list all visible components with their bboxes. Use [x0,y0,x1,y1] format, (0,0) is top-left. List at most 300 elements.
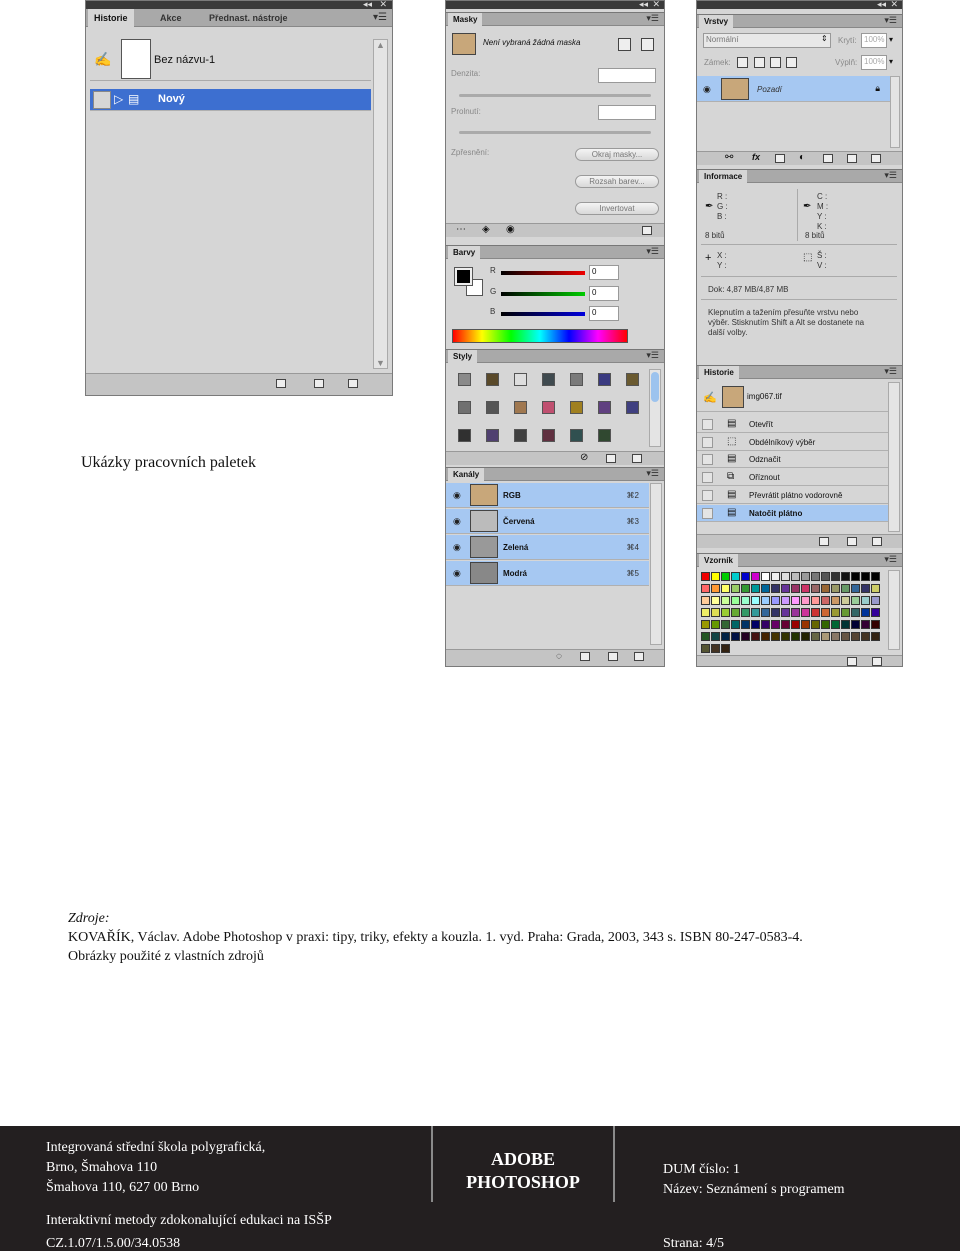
style-swatch[interactable] [542,429,555,442]
color-swatch[interactable] [791,632,800,641]
right-panel-column [696,0,903,667]
adjustment-layer-icon[interactable]: ◐ [799,152,806,163]
color-swatch[interactable] [701,620,710,629]
color-swatch[interactable] [841,584,850,593]
close-icon[interactable]: ✕ [652,0,660,9]
color-swatch[interactable] [721,608,730,617]
link-icon[interactable]: ⚯ [725,152,734,163]
tab-masks[interactable]: Masky [448,13,482,26]
color-swatch[interactable] [751,572,760,581]
apply-mask-icon[interactable]: ◈ [482,224,490,235]
color-swatch[interactable] [871,620,880,629]
style-swatch[interactable] [514,373,527,386]
state-checkbox[interactable] [93,91,111,109]
color-swatch[interactable] [791,620,800,629]
feather-label: Prolnutí: [451,107,481,116]
history-state-row[interactable] [90,89,371,111]
color-swatch[interactable] [851,608,860,617]
color-swatch[interactable] [741,572,750,581]
scroll-thumb[interactable] [651,372,659,402]
color-swatch[interactable] [851,596,860,605]
color-swatch[interactable] [701,608,710,617]
color-swatch[interactable] [841,596,850,605]
history-step-row[interactable] [697,469,888,486]
color-swatch[interactable] [871,632,880,641]
history-step-icon: ⬚ [727,435,737,447]
color-swatch[interactable] [841,608,850,617]
style-swatch[interactable] [458,401,471,414]
disable-mask-icon[interactable]: ◉ [506,224,515,235]
density-slider[interactable] [459,94,651,97]
color-swatch[interactable] [791,596,800,605]
color-swatch[interactable] [721,644,730,653]
panel-menu-icon[interactable]: ▾☰ [884,170,897,180]
lock-position-icon[interactable] [770,57,781,68]
color-swatch[interactable] [831,596,840,605]
history-step-row[interactable] [697,434,888,451]
trash-icon[interactable] [872,657,882,666]
new-group-icon[interactable] [823,154,833,163]
red-slider[interactable] [501,271,585,275]
styles-grid [450,365,646,451]
collapse-icon[interactable]: ◂◂ [876,0,886,9]
color-swatch[interactable] [811,584,820,593]
color-swatch[interactable] [761,632,770,641]
history-step-row[interactable] [697,505,888,522]
history-tabs [86,9,392,27]
color-swatch[interactable] [701,644,710,653]
trash-icon[interactable] [871,154,881,163]
color-swatch[interactable] [721,632,730,641]
info-y-coord: Y : [717,261,727,270]
style-swatch[interactable] [514,401,527,414]
color-swatch[interactable] [711,572,720,581]
mask-edge-button[interactable]: Okraj masky... [575,148,659,161]
color-range-button[interactable]: Rozsah barev... [575,175,659,188]
color-swatch[interactable] [791,608,800,617]
history-step-checkbox[interactable] [702,508,713,519]
history-snapshot-row[interactable] [90,31,371,81]
color-swatch[interactable] [771,608,780,617]
refine-label: Zpřesnění: [451,148,490,157]
color-swatch[interactable] [861,620,870,629]
close-icon[interactable]: ✕ [890,0,898,9]
lock-label: Zámek: [704,58,731,67]
tab-channels[interactable]: Kanály [448,468,484,481]
dum-number: DUM číslo: 1 [663,1162,740,1177]
color-swatch[interactable] [801,620,810,629]
color-swatch[interactable] [731,572,740,581]
color-swatch[interactable] [701,572,710,581]
blue-slider[interactable] [501,312,585,316]
school-address: Šmahova 110, 627 00 Brno [46,1180,200,1195]
color-swatch[interactable] [711,620,720,629]
color-swatch[interactable] [831,632,840,641]
channels-footer [446,649,664,667]
color-swatch[interactable] [851,572,860,581]
color-swatch[interactable] [811,608,820,617]
info-h: V : [817,261,827,270]
color-swatch[interactable] [831,608,840,617]
color-swatch[interactable] [781,620,790,629]
color-swatch[interactable] [721,584,730,593]
color-swatch[interactable] [821,584,830,593]
color-swatch[interactable] [821,608,830,617]
color-swatch[interactable] [771,596,780,605]
color-swatch[interactable] [871,608,880,617]
color-swatch[interactable] [831,572,840,581]
color-swatch[interactable] [751,584,760,593]
channel-name: Zelená [503,543,529,552]
eye-icon[interactable]: ◉ [453,542,461,552]
color-swatch[interactable] [751,620,760,629]
swatches-footer [697,655,902,667]
tab-tool-presets[interactable]: Přednast. nástroje [209,13,288,23]
color-swatch[interactable] [711,644,720,653]
new-channel-icon[interactable] [608,652,618,661]
color-swatch[interactable] [841,620,850,629]
brush-icon: ✍ [94,51,112,67]
color-swatch[interactable] [781,584,790,593]
scroll-up-icon[interactable]: ▲ [376,40,385,50]
channel-thumbnail [470,484,498,506]
color-swatch[interactable] [811,572,820,581]
color-swatch[interactable] [751,608,760,617]
eye-icon[interactable]: ◉ [453,490,461,500]
opacity-field[interactable]: 100% [861,33,887,48]
swatches-scrollbar[interactable] [888,570,900,650]
color-swatch[interactable] [741,632,750,641]
panel-menu-icon[interactable]: ▾☰ [646,350,659,360]
close-icon[interactable]: ✕ [379,0,387,9]
color-swatch[interactable] [771,572,780,581]
style-swatch[interactable] [570,401,583,414]
channel-row[interactable] [446,561,649,586]
panel-menu-icon[interactable]: ▾☰ [884,15,897,25]
color-swatch[interactable] [701,632,710,641]
crosshair-icon: + [705,252,712,264]
history2-scrollbar[interactable] [888,382,900,532]
color-swatch[interactable] [851,620,860,629]
fx-icon[interactable]: fx [752,152,761,162]
color-swatch[interactable] [761,608,770,617]
color-swatch[interactable] [731,620,740,629]
tab-colors[interactable]: Barvy [448,246,480,259]
style-swatch[interactable] [542,401,555,414]
invert-button[interactable]: Invertovat [575,202,659,215]
new-snapshot-icon[interactable] [847,537,857,546]
layer-thumbnail [721,78,749,100]
save-selection-icon[interactable] [580,652,590,661]
color-swatch[interactable] [821,572,830,581]
color-swatch[interactable] [871,584,880,593]
fill-label: Výplň: [835,58,858,67]
color-swatch[interactable] [771,620,780,629]
panel-topbar [86,1,392,9]
sources-title: Zdroje: [68,911,110,926]
color-swatch[interactable] [801,608,810,617]
style-swatch[interactable] [458,373,471,386]
panel-menu-icon[interactable]: ▾☰ [373,12,387,23]
channel-row[interactable] [446,483,649,508]
feather-slider[interactable] [459,131,651,134]
figure-caption: Ukázky pracovních paletek [81,454,257,471]
channel-shortcut: ⌘4 [626,543,639,552]
color-swatch[interactable] [781,632,790,641]
mask-thumbnail [452,33,476,55]
style-swatch[interactable] [626,373,639,386]
history-step-row[interactable] [697,451,888,468]
color-swatch[interactable] [861,632,870,641]
tab-layers[interactable]: Vrstvy [699,15,733,28]
color-swatch[interactable] [821,620,830,629]
styles-scrollbar[interactable] [649,369,661,447]
color-swatch[interactable] [811,596,820,605]
channel-thumbnail [470,536,498,558]
layers-scrollbar[interactable] [890,76,900,148]
chevron-down-icon[interactable]: ▾ [889,35,894,44]
info-r: R : [717,192,728,201]
history-step-icon: ▤ [727,488,737,500]
new-document-from-state-icon[interactable] [819,537,829,546]
footer-divider [613,1126,615,1202]
history-step-checkbox[interactable] [702,472,713,483]
eye-icon[interactable]: ◉ [453,568,461,578]
school-name: Integrovaná střední škola polygrafická, [46,1140,266,1155]
color-swatch[interactable] [861,608,870,617]
load-channel-icon[interactable]: ◌ [556,651,562,662]
history-panel [85,0,393,396]
info-hint-line: další volby. [708,328,748,337]
chevron-down-icon[interactable]: ▾ [889,57,894,66]
color-swatch[interactable] [761,572,770,581]
info-x: X : [717,251,727,260]
blend-mode-select[interactable]: Normální [703,33,831,48]
color-swatch[interactable] [731,596,740,605]
panel-menu-icon[interactable]: ▾☰ [646,468,659,478]
channel-shortcut: ⌘3 [626,517,639,526]
layer-name: Pozadí [757,85,782,94]
new-swatch-icon[interactable] [847,657,857,666]
clear-style-icon[interactable]: ⊘ [580,452,589,463]
collapse-icon[interactable]: ◂◂ [638,0,648,9]
trash-icon[interactable] [632,454,642,463]
color-swatch[interactable] [741,584,750,593]
panel-menu-icon[interactable]: ▾☰ [884,366,897,376]
color-swatch[interactable] [741,608,750,617]
eyedropper-icon: ✒ [803,201,812,212]
style-swatch[interactable] [626,401,639,414]
color-swatch[interactable] [861,584,870,593]
color-swatch[interactable] [761,620,770,629]
history-scrollbar[interactable] [373,39,388,369]
color-swatch[interactable] [791,584,800,593]
color-swatch[interactable] [731,632,740,641]
style-swatch[interactable] [514,429,527,442]
tab-history[interactable]: Historie [88,9,134,27]
color-swatch[interactable] [851,632,860,641]
color-swatch[interactable] [701,596,710,605]
new-document-from-state-icon[interactable] [276,379,286,388]
style-swatch[interactable] [542,373,555,386]
color-swatch[interactable] [821,596,830,605]
lock-icon[interactable] [786,57,797,68]
color-swatch[interactable] [781,572,790,581]
style-swatch[interactable] [598,429,611,442]
green-slider[interactable] [501,292,585,296]
color-swatch[interactable] [801,632,810,641]
pixel-mask-icon[interactable] [618,38,631,51]
color-swatch[interactable] [811,620,820,629]
info-doc-size: Dok: 4,87 MB/4,87 MB [708,285,789,294]
lock-pixels-icon[interactable] [754,57,765,68]
style-swatch[interactable] [486,401,499,414]
foreground-color-swatch[interactable] [455,268,472,285]
info-m: M : [817,202,829,211]
history-step-row[interactable] [697,487,888,504]
style-swatch[interactable] [570,373,583,386]
color-swatch[interactable] [781,596,790,605]
panel-topbar [697,1,902,9]
color-swatch[interactable] [861,596,870,605]
color-swatch[interactable] [761,584,770,593]
red-value[interactable]: 0 [589,265,619,280]
info-w: Š : [817,251,827,260]
color-swatch[interactable] [761,596,770,605]
history-step-checkbox[interactable] [702,490,713,501]
new-layer-icon[interactable] [847,154,857,163]
color-swatch[interactable] [861,572,870,581]
chevron-updown-icon: ⇕ [821,34,828,43]
history-step-label: Natočit plátno [749,508,803,518]
history-step-row[interactable] [697,416,888,433]
panel-menu-icon[interactable]: ▾☰ [646,13,659,23]
density-label: Denzita: [451,69,481,78]
color-swatch[interactable] [751,632,760,641]
color-swatch[interactable] [741,620,750,629]
panel-menu-icon[interactable]: ▾☰ [646,246,659,256]
density-field[interactable] [598,68,656,83]
history-step-checkbox[interactable] [702,437,713,448]
color-swatch[interactable] [841,572,850,581]
channel-row[interactable] [446,535,649,560]
history-step-label: Otevřít [749,420,774,429]
subject-line-1: ADOBE [490,1149,555,1169]
color-spectrum-bar[interactable] [452,329,628,343]
history-snapshot-row[interactable] [697,382,888,412]
color-swatch[interactable] [781,608,790,617]
channels-scrollbar[interactable] [650,483,662,645]
tab-history[interactable]: Historie [699,366,739,379]
channel-row[interactable] [446,509,649,534]
source-citation: KOVAŘÍK, Václav. Adobe Photoshop v praxi: tipy, triky, efekty a kouzla. 1. vyd. Praha: Grada, 2003, 343 s. ISBN 80-247-0583-4. [68,930,803,945]
trash-icon[interactable] [348,379,358,388]
info-b: B : [717,212,727,221]
color-swatch[interactable] [721,596,730,605]
color-swatch[interactable] [871,596,880,605]
new-style-icon[interactable] [606,454,616,463]
color-swatch[interactable] [721,620,730,629]
tab-swatches[interactable]: Vzorník [699,554,738,567]
collapse-icon[interactable]: ◂◂ [362,0,372,9]
page-number: Strana: 4/5 [663,1236,725,1251]
color-swatch[interactable] [701,584,710,593]
history-list [90,31,371,371]
color-swatch[interactable] [801,572,810,581]
color-swatch[interactable] [751,596,760,605]
history-step-checkbox[interactable] [702,419,713,430]
add-mask-icon[interactable] [775,154,785,163]
load-selection-icon[interactable]: ⋯ [456,224,466,235]
vector-mask-icon[interactable] [641,38,654,51]
trash-icon[interactable] [634,652,644,661]
trash-icon[interactable] [642,226,652,235]
color-swatch[interactable] [821,632,830,641]
eye-icon[interactable]: ◉ [703,84,711,94]
tab-info[interactable]: Informace [699,170,747,183]
green-value[interactable]: 0 [589,286,619,301]
eye-icon[interactable]: ◉ [453,516,461,526]
style-swatch[interactable] [486,373,499,386]
info-g: G : [717,202,728,211]
color-swatch[interactable] [711,596,720,605]
history-step-icon: ▤ [727,506,737,518]
history-step-label: Odznačit [749,455,781,465]
style-swatch[interactable] [458,429,471,442]
info-k: K : [817,222,827,231]
color-swatch[interactable] [731,584,740,593]
tab-styles[interactable]: Styly [448,350,477,363]
color-swatch[interactable] [801,596,810,605]
color-swatch[interactable] [741,596,750,605]
color-swatch[interactable] [851,584,860,593]
style-swatch[interactable] [486,429,499,442]
blue-value[interactable]: 0 [589,306,619,321]
layer-row[interactable] [697,76,890,102]
style-swatch[interactable] [598,401,611,414]
scroll-down-icon[interactable]: ▼ [376,358,385,368]
history-step-icon: ▤ [727,453,737,465]
color-swatch[interactable] [871,572,880,581]
new-snapshot-icon[interactable] [314,379,324,388]
color-swatch[interactable] [791,572,800,581]
color-swatch[interactable] [811,632,820,641]
project-name: Interaktivní metody zdokonalující edukaci na ISŠP [46,1213,332,1228]
color-swatch[interactable] [831,584,840,593]
history-footer [86,373,392,395]
color-swatch[interactable] [721,572,730,581]
style-swatch[interactable] [598,373,611,386]
eyedropper-icon: ✒ [705,201,714,212]
color-swatch[interactable] [711,584,720,593]
color-swatch[interactable] [771,632,780,641]
color-swatch[interactable] [711,632,720,641]
feather-field[interactable] [598,105,656,120]
color-swatch[interactable] [771,584,780,593]
history-step-checkbox[interactable] [702,454,713,465]
lock-transparency-icon[interactable] [737,57,748,68]
trash-icon[interactable] [872,537,882,546]
color-swatch[interactable] [831,620,840,629]
style-swatch[interactable] [570,429,583,442]
color-swatch[interactable] [711,608,720,617]
color-swatch[interactable] [801,584,810,593]
tab-actions[interactable]: Akce [160,13,182,23]
color-swatch[interactable] [841,632,850,641]
color-swatch[interactable] [731,608,740,617]
panel-menu-icon[interactable]: ▾☰ [884,554,897,564]
fill-field[interactable]: 100% [861,55,887,70]
